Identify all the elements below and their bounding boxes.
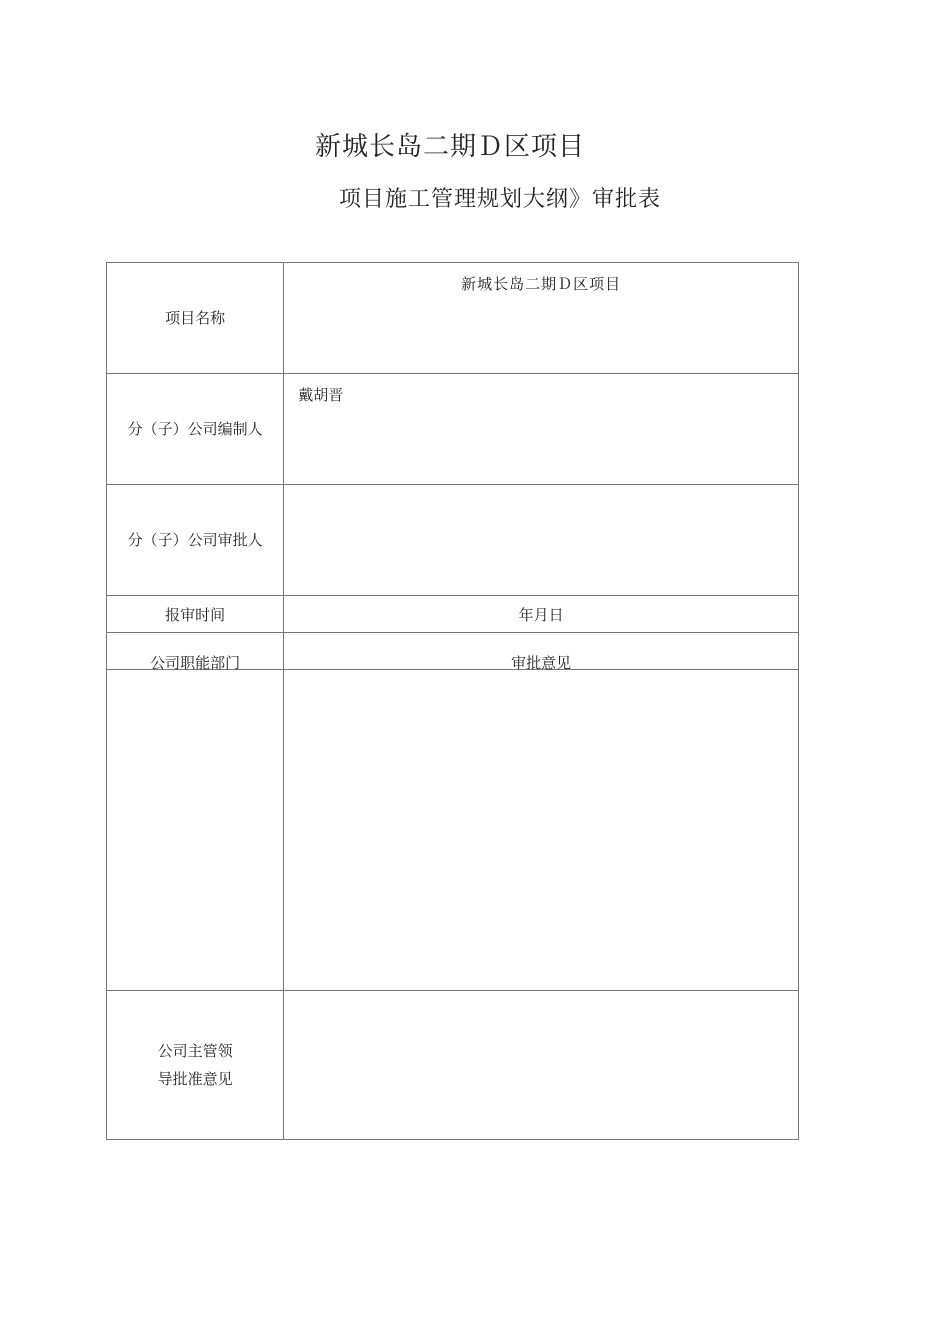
- row-compiler: [107, 374, 799, 485]
- opinion-header-text: 审批意见: [511, 654, 572, 672]
- row-opinion-body: [107, 670, 799, 991]
- approver-value: [284, 485, 799, 596]
- department-value: [107, 670, 284, 991]
- row-leader-approval: [107, 991, 799, 1140]
- project-name-value: 新城长岛二期Ｄ区项目: [284, 263, 799, 374]
- department-header: [107, 633, 284, 670]
- row-submit-time: [107, 596, 799, 633]
- leader-label-line1: 公司主管领: [157, 1041, 233, 1060]
- row-project-name: [107, 263, 799, 374]
- document-title: 新城长岛二期Ｄ区项目: [314, 132, 585, 162]
- project-name-label: 项目名称: [107, 263, 284, 374]
- department-header-text: 公司职能部门: [150, 654, 241, 672]
- leader-value: [284, 991, 799, 1140]
- opinion-value: [284, 670, 799, 991]
- document-subtitle: 项目施工管理规划大纲》审批表: [338, 187, 661, 212]
- leader-label-line2: 导批准意见: [157, 1070, 233, 1088]
- submit-time-label: 报审时间: [107, 596, 284, 633]
- opinion-header: [284, 633, 799, 670]
- leader-label: [107, 991, 284, 1140]
- submit-time-value: 年月日: [284, 596, 799, 633]
- approval-form-table: [106, 262, 799, 1140]
- row-opinion-headers: [107, 633, 799, 670]
- row-approver: [107, 485, 799, 596]
- compiler-value: 戴胡晋: [284, 374, 799, 485]
- compiler-label: 分（子）公司编制人: [107, 374, 284, 485]
- approver-label: 分（子）公司审批人: [107, 485, 284, 596]
